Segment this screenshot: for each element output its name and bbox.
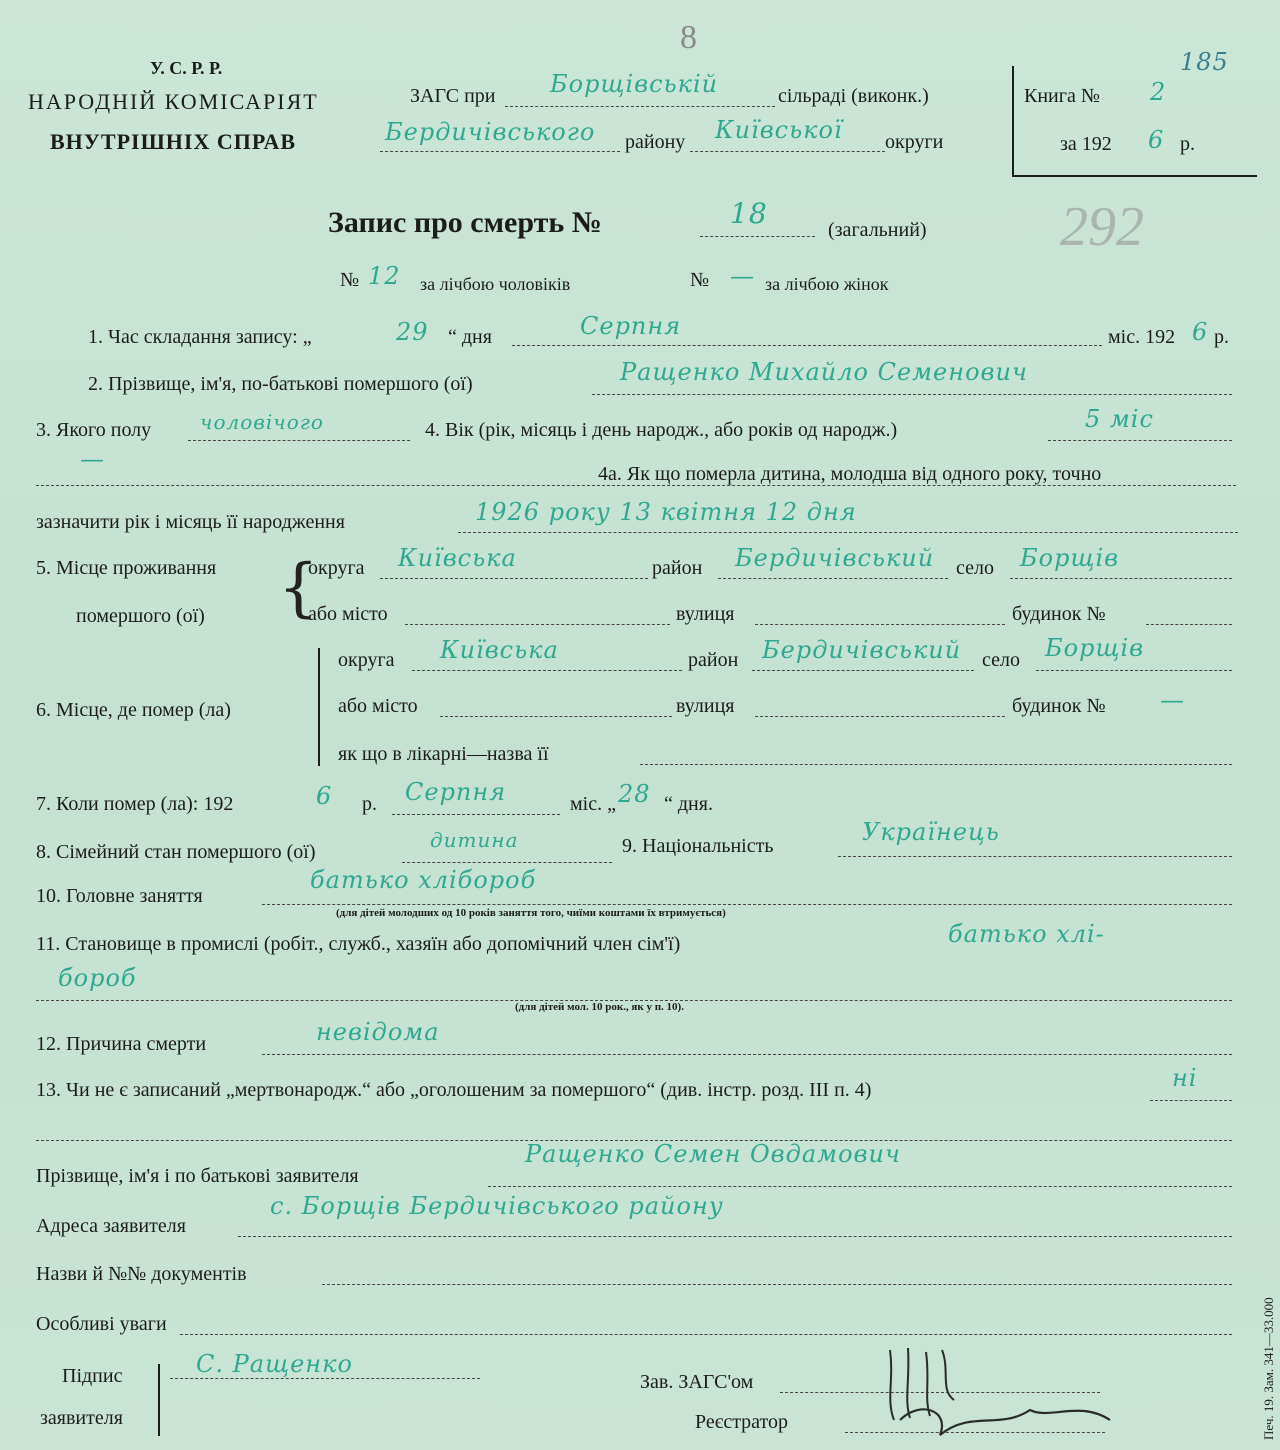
men-number: 12 xyxy=(368,262,401,290)
council-label: сільраді (виконк.) xyxy=(778,85,929,107)
men-label: за лічбою чоловіків xyxy=(420,274,571,294)
f6-bud: будинок № xyxy=(1012,695,1106,717)
declarant-notes-label: Особливі уваги xyxy=(36,1313,167,1335)
f5-misto: або місто xyxy=(308,603,388,625)
f1-label: 1. Час складання запису: „ xyxy=(88,326,312,348)
record-number-underline xyxy=(700,236,815,237)
ussr-label: У. С. Р. Р. xyxy=(150,58,223,78)
district-label: району xyxy=(625,131,686,153)
f8-underline xyxy=(402,862,612,863)
okruha-label: округи xyxy=(885,131,944,153)
f6-raion-underline xyxy=(752,670,974,671)
f5-label: 5. Місце проживання xyxy=(36,557,217,579)
f5-vul: вулиця xyxy=(676,603,735,625)
f1-year-suffix: р. xyxy=(1214,326,1229,348)
f5-raion-value: Бердичівський xyxy=(735,544,935,572)
f7-year: 6 xyxy=(316,782,333,810)
f1-day: 29 xyxy=(396,318,429,346)
zags-underline xyxy=(505,106,775,107)
f10-label: 10. Головне заняття xyxy=(36,885,203,907)
f9-label: 9. Національність xyxy=(622,835,774,857)
f9-value: Українець xyxy=(862,818,1000,846)
f5-raion-underline xyxy=(718,578,948,579)
declarant-docs-underline xyxy=(322,1284,1232,1285)
women-label: за лічбою жінок xyxy=(765,274,889,294)
f5-okruha-value: Київська xyxy=(398,544,517,572)
f10-underline xyxy=(262,904,1232,905)
registrar-label: Реєстратор xyxy=(695,1411,789,1433)
f7-label: 7. Коли помер (ла): 192 xyxy=(36,793,234,815)
zags-head-label: Зав. ЗАГС'ом xyxy=(640,1371,754,1393)
f1-month: Серпня xyxy=(580,312,682,340)
f11-value: батько хлі- xyxy=(948,920,1105,948)
f11-label: 11. Становище в промислі (робіт., служб., хазяїн або допомічний член сім'ї) xyxy=(36,933,681,955)
f11-value2: бороб xyxy=(58,964,137,992)
f3-label: 3. Якого полу xyxy=(36,419,152,441)
print-mark: Печ. 19. Зам. 341—33.000 xyxy=(1261,1297,1276,1440)
f6-raion: район xyxy=(688,649,739,671)
corner-mark: 292 xyxy=(1060,196,1144,258)
book-label: Книга № xyxy=(1024,85,1100,107)
f6-vul: вулиця xyxy=(676,695,735,717)
f4a-label2: зазначити рік і місяць її народження xyxy=(36,511,345,533)
f2-value: Ращенко Михайло Семенович xyxy=(620,358,1028,386)
book-box-left xyxy=(1012,66,1014,176)
men-prefix: № xyxy=(340,269,360,291)
f6-bracket xyxy=(318,648,320,766)
f2-underline xyxy=(592,394,1232,395)
f3-underline xyxy=(188,440,410,441)
f10-value: батько хлібороб xyxy=(310,866,537,894)
f13-underline xyxy=(1150,1100,1232,1101)
okruha-underline xyxy=(690,151,885,152)
f5-okruha-underline xyxy=(380,578,648,579)
f6-okruha-value: Київська xyxy=(440,636,559,664)
f1-day-suffix: “ дня xyxy=(448,326,492,348)
f1-year-label: міс. 192 xyxy=(1108,326,1176,348)
f6-okruha: округа xyxy=(338,649,395,671)
f5-bud: будинок № xyxy=(1012,603,1106,625)
f5-raion: район xyxy=(652,557,703,579)
f6-okruha-underline xyxy=(412,670,682,671)
signature-label2: заявителя xyxy=(40,1407,123,1429)
signature-label: Підпис xyxy=(62,1365,123,1387)
women-prefix: № xyxy=(690,269,710,291)
f7-month: Серпня xyxy=(405,778,507,806)
f6-selo-underline xyxy=(1036,670,1232,671)
f4-value: 5 міс xyxy=(1085,405,1154,433)
f7-month-underline xyxy=(392,814,560,815)
f4a-label: 4а. Як що померла дитина, молодша від одного року, точно xyxy=(598,463,1102,485)
f6-raion-value: Бердичівський xyxy=(762,636,962,664)
f5-selo: село xyxy=(956,557,994,579)
f4-underline xyxy=(1048,440,1232,441)
f10-note: (для дітей молодших од 10 років заняття того, чиїми коштами їх втримується) xyxy=(336,907,726,919)
f8-value: дитина xyxy=(430,828,519,852)
declarant-docs-label: Назви й №№ документів xyxy=(36,1263,247,1285)
f5-okruha: округа xyxy=(308,557,365,579)
f12-value: невідома xyxy=(316,1018,440,1046)
internal-affairs-label: ВНУТРІШНІХ СПРАВ xyxy=(50,129,297,154)
f6-misto: або місто xyxy=(338,695,418,717)
women-number: — xyxy=(730,262,755,290)
book-year-suffix: р. xyxy=(1180,133,1195,155)
f6-hosp-underline xyxy=(640,764,1232,765)
f4-label: 4. Вік (рік, місяць і день народж., або років од народж.) xyxy=(425,419,898,441)
f6-selo: село xyxy=(982,649,1020,671)
declarant-address-underline xyxy=(238,1236,1232,1237)
f5-label2: помершого (ої) xyxy=(76,605,205,627)
f6-selo-value: Борщів xyxy=(1045,634,1145,662)
f12-underline xyxy=(262,1054,1232,1055)
signature-bracket xyxy=(158,1364,160,1436)
f8-label: 8. Сімейний стан помершого (ої) xyxy=(36,841,316,863)
f9-underline xyxy=(838,856,1232,857)
f5-bud-underline xyxy=(1146,624,1232,625)
okruha-value: Київської xyxy=(715,116,843,144)
f4a-value: 1926 року 13 квітня 12 дня xyxy=(475,498,857,526)
declarant-name-label: Прізвище, ім'я і по батькові заявителя xyxy=(36,1165,359,1187)
f7-mis: міс. „ xyxy=(570,793,616,815)
zags-label: ЗАГС при xyxy=(410,85,496,107)
f1-month-underline xyxy=(512,345,1102,346)
f12-label: 12. Причина смерти xyxy=(36,1033,207,1055)
record-title: Запис про смерть № xyxy=(328,206,602,239)
pencil-number: 8 xyxy=(680,19,697,56)
f5-misto-underline xyxy=(405,624,670,625)
district-value: Бердичівського xyxy=(385,118,596,146)
f5-selo-underline xyxy=(1010,578,1232,579)
zags-value: Борщівській xyxy=(550,70,719,98)
f7-day: 28 xyxy=(618,780,651,808)
f4-dash: — xyxy=(80,445,105,473)
commissariat-label: НАРОДНІЙ КОМІСАРІЯТ xyxy=(28,89,319,114)
registrar-signature xyxy=(880,1340,1180,1445)
f5-brace: { xyxy=(278,551,319,625)
book-box-bottom xyxy=(1012,175,1257,177)
declarant-name-value: Ращенко Семен Овдамович xyxy=(525,1140,901,1168)
book-extra-number: 185 xyxy=(1180,48,1229,76)
record-general: (загальний) xyxy=(828,219,927,241)
book-year-label: за 192 xyxy=(1060,133,1112,155)
signature-underline xyxy=(170,1378,480,1379)
declarant-notes-underline xyxy=(180,1334,1232,1335)
f6-misto-underline xyxy=(440,716,672,717)
declarant-address-label: Адреса заявителя xyxy=(36,1215,186,1237)
f1-year: 6 xyxy=(1192,318,1209,346)
f4a-underline xyxy=(458,532,1238,533)
f2-label: 2. Прізвище, ім'я, по-батькові помершого (ої) xyxy=(88,373,473,395)
book-number: 2 xyxy=(1150,78,1167,106)
f6-label: 6. Місце, де помер (ла) xyxy=(36,699,231,721)
f13-label: 13. Чи не є записаний „мертвонародж.“ або „оголошеним за помершого“ (див. інстр. розд. III п. 4) xyxy=(36,1079,872,1101)
f7-day-suffix: “ дня. xyxy=(664,793,713,815)
declarant-address-value: с. Борщів Бердичівського району xyxy=(270,1192,724,1220)
f5-vul-underline xyxy=(755,624,1005,625)
f6-vul-underline xyxy=(755,716,1005,717)
f5-selo-value: Борщів xyxy=(1020,544,1120,572)
f7-r: р. xyxy=(362,793,377,815)
f13-value: ні xyxy=(1172,1064,1198,1092)
signature-value: С. Ращенко xyxy=(196,1350,353,1378)
f6-bud-value: — xyxy=(1160,686,1185,714)
f6-hosp: як що в лікарні—назва її xyxy=(338,743,549,765)
f3-value: чоловічого xyxy=(200,410,324,434)
district-underline xyxy=(380,151,620,152)
book-year-value: 6 xyxy=(1148,126,1165,154)
f11-note: (для дітей мол. 10 рок., як у п. 10). xyxy=(515,1001,684,1013)
record-number: 18 xyxy=(730,197,768,230)
declarant-name-underline xyxy=(488,1186,1232,1187)
